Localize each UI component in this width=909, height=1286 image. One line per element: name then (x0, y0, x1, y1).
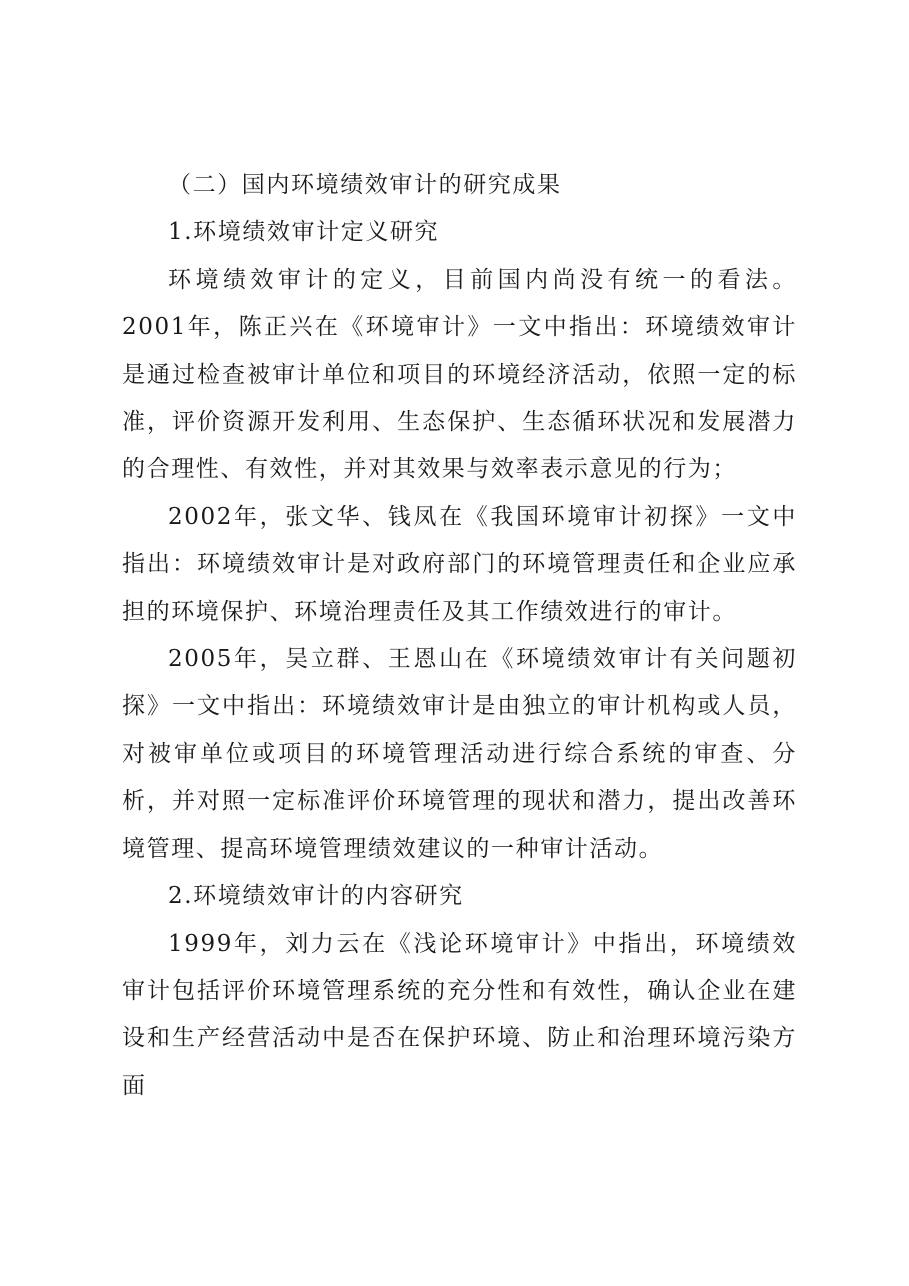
paragraph-definition-2001: 环境绩效审计的定义，目前国内尚没有统一的看法。2001年，陈正兴在《环境审计》一文中指出：环境绩效审计是通过检查被审计单位和项目的环境经济活动，依照一定的标准，评价资源开发利用、生态保护、生态循环状况和发展潜力的合理性、有效性，并对其效果与效率表示意见的行为； (122, 266, 797, 483)
paragraph-content-1999: 1999年，刘力云在《浅论环境审计》中指出，环境绩效审计包括评价环境管理系统的充分性和有效性，确认企业在建设和生产经营活动中是否在保护环境、防止和治理环境污染方面 (122, 930, 797, 1099)
paragraph-definition-2002: 2002年，张文华、钱凤在《我国环境审计初探》一文中指出：环境绩效审计是对政府部门的环境管理责任和企业应承担的环境保护、环境治理责任及其工作绩效进行的审计。 (122, 503, 797, 625)
paragraph-definition-2005: 2005年，吴立群、王恩山在《环境绩效审计有关问题初探》一文中指出：环境绩效审计是由独立的审计机构或人员，对被审单位或项目的环境管理活动进行综合系统的审查、分析，并对照一定标准评价环境管理的现状和潜力，提出改善环境管理、提高环境管理绩效建议的一种审计活动。 (122, 646, 797, 862)
document-body (122, 162, 797, 1110)
section-title: （二）国内环境绩效审计的研究成果 (168, 172, 562, 198)
subsection-2-title: 2.环境绩效审计的内容研究 (168, 883, 464, 910)
subsection-1-title: 1.环境绩效审计定义研究 (168, 219, 440, 246)
